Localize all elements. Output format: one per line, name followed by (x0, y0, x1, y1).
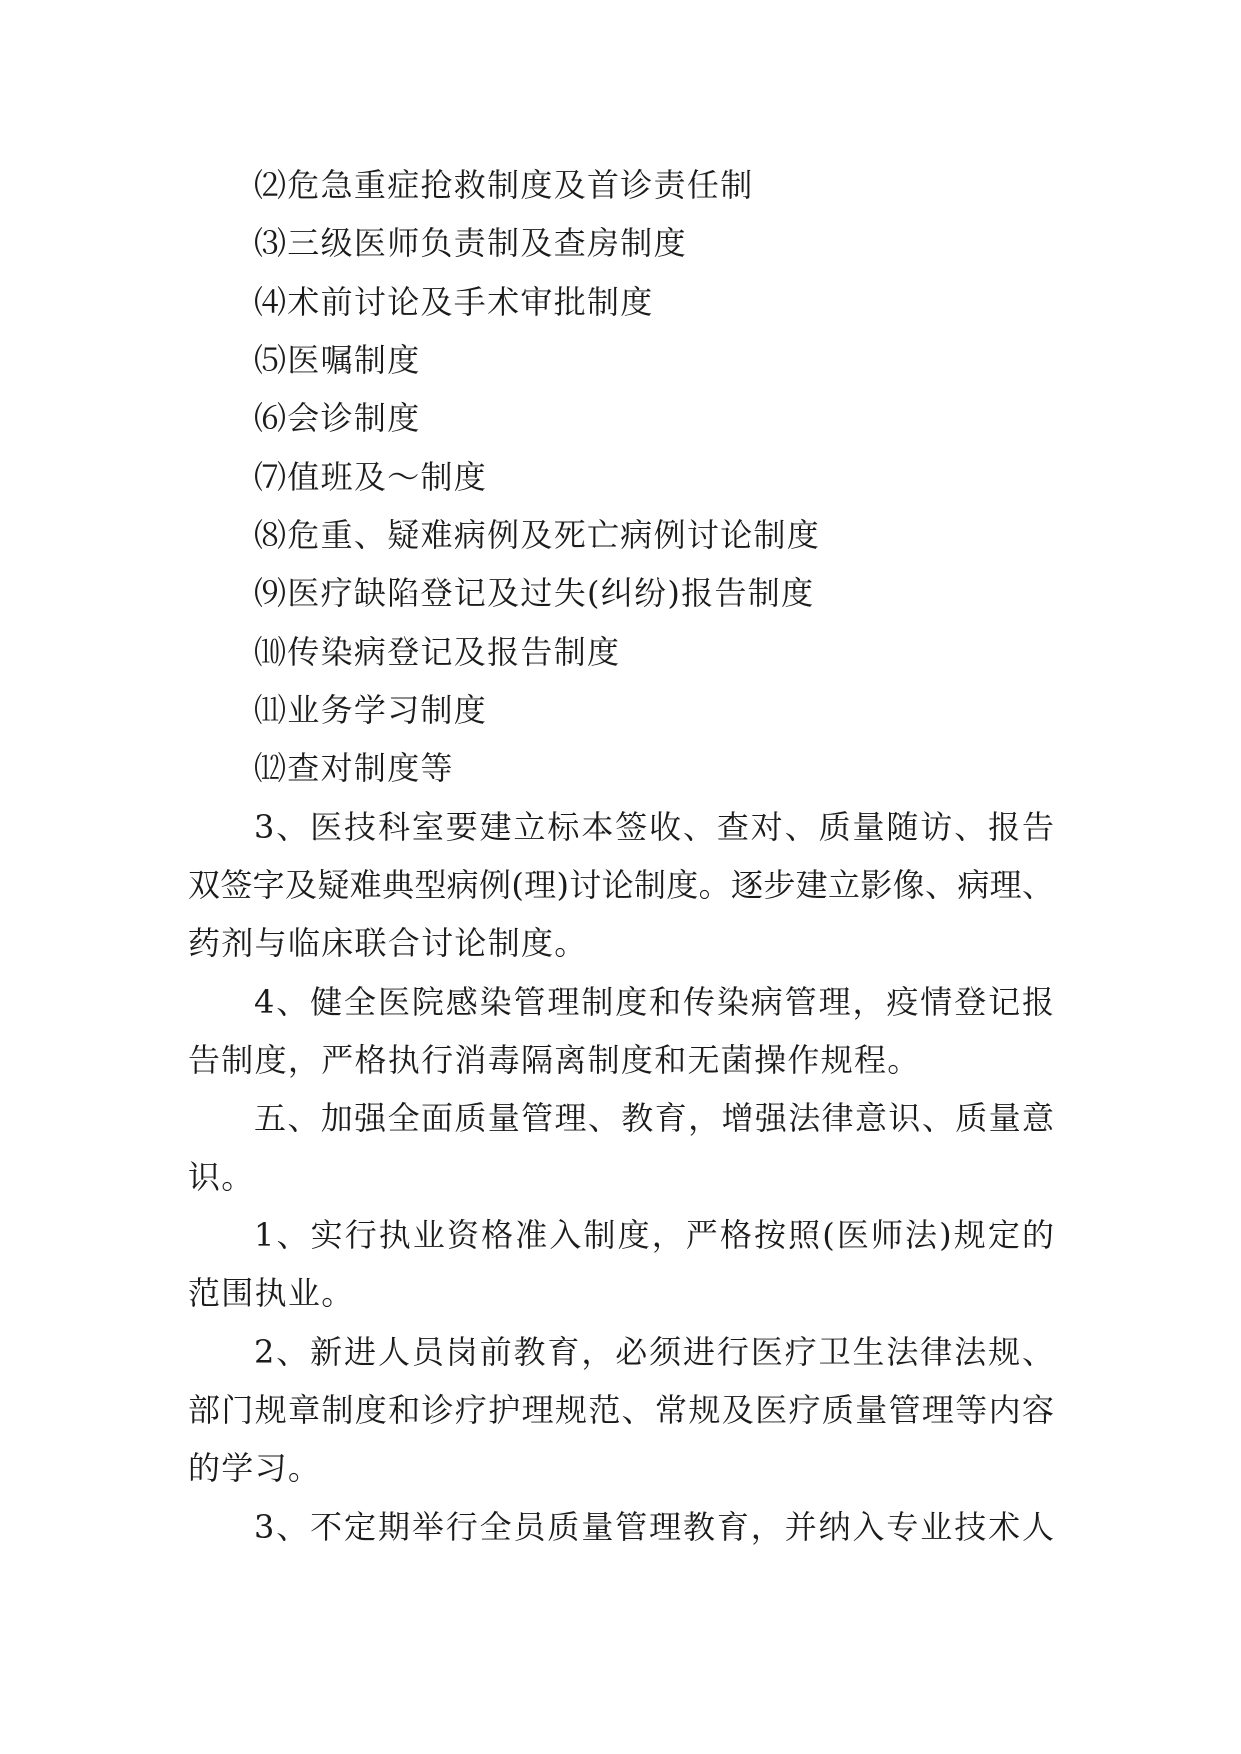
paragraph-line: 告制度，严格执行消毒隔离制度和无菌操作规程。 (188, 1040, 921, 1079)
list-item: ⑺值班及～制度 (254, 457, 488, 496)
paragraph-line: 3、不定期举行全员质量管理教育，并纳入专业技术人 (254, 1507, 1054, 1546)
list-item: ⑾业务学习制度 (254, 690, 488, 729)
paragraph-line: 双签字及疑难典型病例(理)讨论制度。逐步建立影像、病理、 (188, 865, 1054, 904)
heading-line: 识。 (188, 1157, 255, 1196)
paragraph-medtech-discussion (188, 798, 1241, 973)
list-item: ⑼医疗缺陷登记及过失(纠纷)报告制度 (254, 574, 815, 613)
paragraph-line: 1、实行执业资格准入制度，严格按照(医师法)规定的 (254, 1215, 1054, 1254)
paragraph-infection-control (188, 973, 1241, 1090)
list-item: ⑿查对制度等 (254, 749, 454, 788)
list-item: ⑸医嘱制度 (254, 340, 421, 379)
rules-list (188, 156, 1241, 798)
heading-line: 五、加强全面质量管理、教育，增强法律意识、质量意 (254, 1099, 1054, 1138)
paragraph-onboarding-education (188, 1323, 1241, 1498)
list-item: ⑷术前讨论及手术审批制度 (254, 282, 654, 321)
paragraph-line: 范围执业。 (188, 1274, 355, 1313)
paragraph-quality-education (188, 1498, 1241, 1556)
paragraph-line: 2、新进人员岗前教育，必须进行医疗卫生法律法规、 (254, 1332, 1054, 1371)
section-heading-five (188, 1089, 1241, 1206)
list-item: ⑹会诊制度 (254, 399, 421, 438)
list-item: ⑻危重、疑难病例及死亡病例讨论制度 (254, 515, 821, 554)
paragraph-line: 3、医技科室要建立标本签收、查对、质量随访、报告 (254, 807, 1054, 846)
paragraph-qualification (188, 1206, 1241, 1323)
paragraph-line: 4、健全医院感染管理制度和传染病管理，疫情登记报 (254, 982, 1054, 1021)
list-item: ⑶三级医师负责制及查房制度 (254, 224, 687, 263)
list-item: ⑵危急重症抢救制度及首诊责任制 (254, 166, 754, 204)
paragraph-line: 药剂与临床联合讨论制度。 (188, 924, 588, 963)
list-item: ⑽传染病登记及报告制度 (254, 632, 621, 671)
paragraph-line: 的学习。 (188, 1449, 322, 1488)
paragraph-line: 部门规章制度和诊疗护理规范、常规及医疗质量管理等内容 (188, 1390, 1054, 1429)
